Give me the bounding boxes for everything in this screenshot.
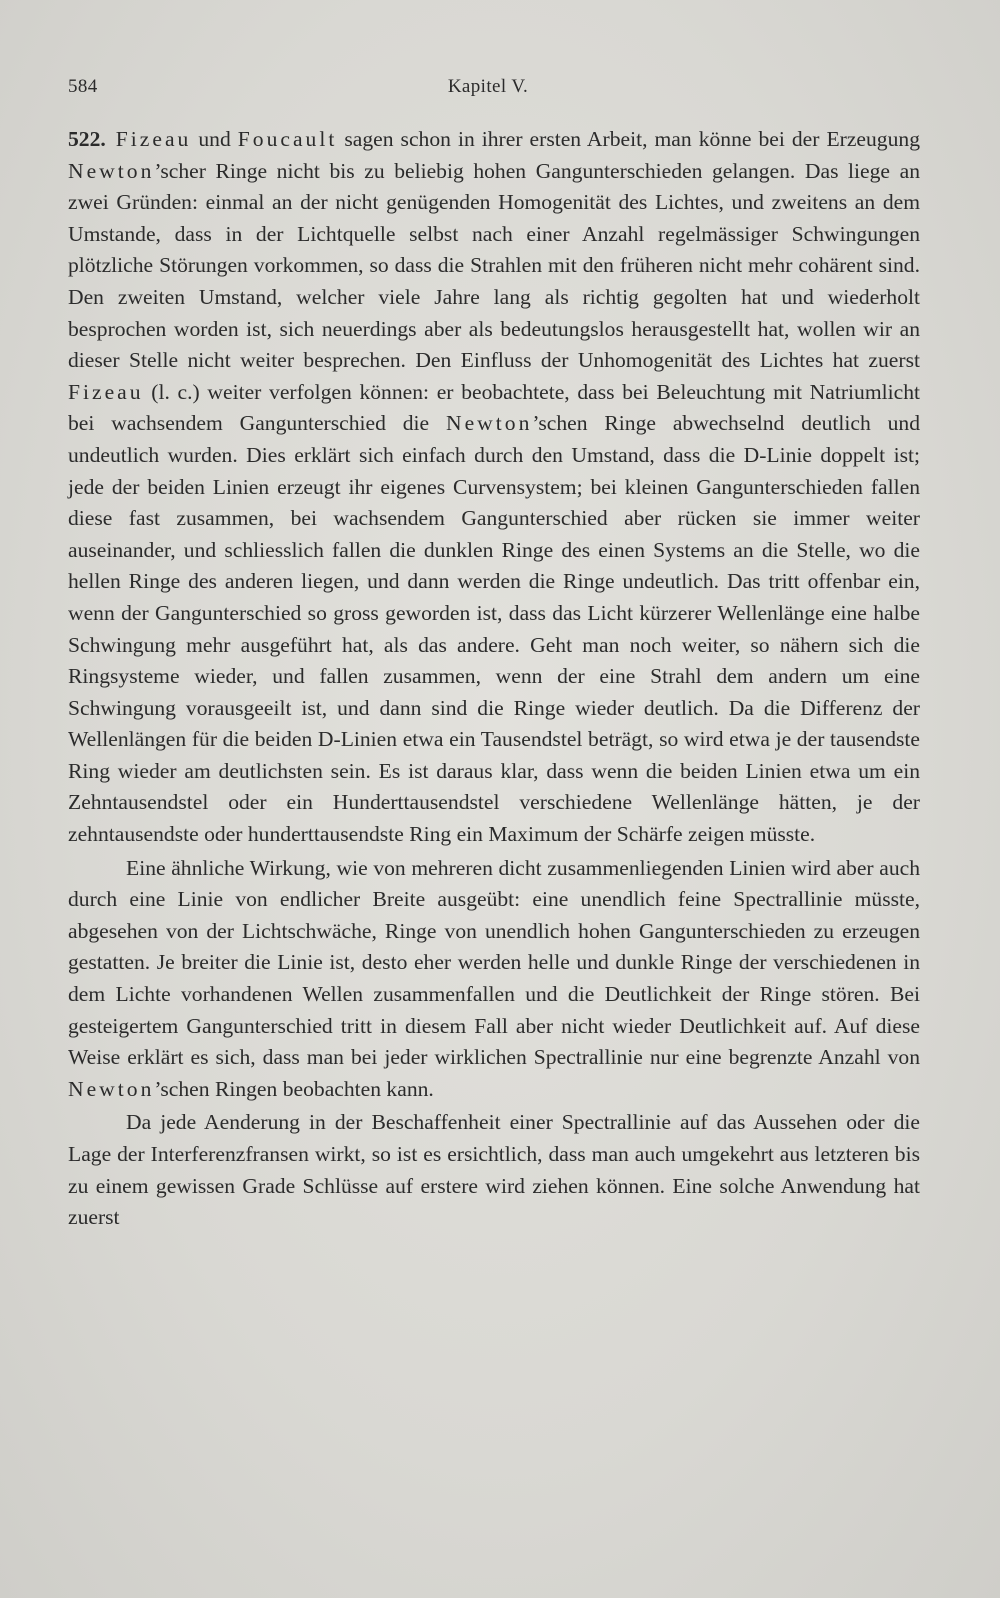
author-name: Fizeau [68,379,144,404]
text-run: Da jede Aenderung in der Beschaffenheit einer Spectrallinie auf das Aussehen oder die Lage der Interferenzfransen wirkt, so ist es ersichtlich, dass man auch umgekehrt aus letzteren bis zu einem gewissen Grade Schlüsse auf erstere wird ziehen können. Eine solche Anwendung hat zuerst [68,1110,920,1230]
running-header [68,76,908,98]
page-number: 584 [68,76,98,97]
text-run: ’schen Ringe abwechselnd deutlich und undeutlich wurden. Dies erklärt sich einfach durch den Umstand, dass die D-Linie doppelt ist; jede der beiden Linien erzeugt ihr eigenes Curvensystem; bei kleinen Gangunterschieden fallen diese fast zusammen, bei wachsendem Gangunterschied aber rücken sie immer weiter auseinander, und schliesslich fallen die dunklen Ringe des einen Systems an die Stelle, wo die hellen Ringe des anderen liegen, und dann werden die Ringe undeutlich. Das tritt offenbar ein, wenn der Gangunterschied so gross geworden ist, dass das Licht kürzerer Wellenlänge eine halbe Schwingung mehr ausgeführt hat, als das andere. Geht man noch weiter, so nähern sich die Ringsysteme wieder, und fallen zusammen, wenn der eine Strahl dem andern um eine Schwingung vorausgeeilt ist, und dann sind die Ringe wieder deutlich. Da die Differenz der Wellenlängen für die beiden D-Linien etwa ein Tausendstel beträgt, so wird etwa je der tausendste Ring wieder am deutlichsten sein. Es ist daraus klar, dass wenn die beiden Linien etwa um ein Zehntausendstel oder ein Hunderttausendstel verschiedene Wellenlänge hätten, je der zehntausendste oder hunderttausendste Ring ein Maximum der Schärfe zeigen müsste. [68,411,920,847]
author-name: Fizeau [115,127,192,151]
paragraph [68,124,920,851]
author-name: Foucault [237,127,338,151]
body-text [68,124,920,1234]
text-run: ’schen Ringen beobachten kann. [154,1076,434,1101]
text-run: sagen schon in ihrer ersten Arbeit, man könne bei der Erzeugung [337,127,920,151]
text-run: (l. c.) weiter verfolgen können: er beobachtete, dass bei Beleuchtung mit Natriumlicht bei wachsendem Gangunterschied die [68,379,920,436]
paragraph [68,853,920,1106]
paragraph [68,1107,920,1233]
text-run: ’scher Ringe nicht bis zu beliebig hohen Gangunterschieden gelangen. Das liege an zwei Gründen: einmal an der nicht genügenden Homogenität des Lichtes, und zweitens an dem Umstande, dass in der Lichtquelle selbst nach einer Anzahl regelmässiger Schwingungen plötzliche Störungen vorkommen, so dass die Strahlen mit den früheren nicht mehr cohärent sind. Den zweiten Umstand, welcher viele Jahre lang als richtig gegolten hat und wiederholt besprochen worden ist, sich neuerdings aber als bedeutungslos herausgestellt hat, wollen wir an dieser Stelle nicht weiter besprechen. Den Einfluss der Unhomogenität des Lichtes hat zuerst [68,158,920,373]
author-name: Newton [68,158,155,183]
chapter-title: Kapitel V. [447,76,529,97]
author-name: Newton [68,1076,155,1101]
section-number: 522. [68,127,106,151]
text-run: und [191,127,238,151]
text-run: Eine ähnliche Wirkung, wie von mehreren dicht zusammenliegenden Linien wird aber auch durch eine Linie von endlicher Breite ausgeübt: eine unendlich feine Spectrallinie müsste, abgesehen von der Lichtschwäche, Ringe von unendlich hohen Gangunterschieden zu erzeugen gestatten. Je breiter die Linie ist, desto eher werden helle und dunkle Ringe der verschiedenen in dem Lichte vorhandenen Wellen zusammenfallen und die Deutlichkeit der Ringe stören. Bei gesteigertem Gangunterschied tritt in diesem Fall aber nicht wieder Deutlichkeit auf. Auf diese Weise erklärt es sich, dass man bei jeder wirklichen Spectrallinie nur eine begrenzte Anzahl von [68,855,920,1070]
author-name: Newton [446,411,533,436]
